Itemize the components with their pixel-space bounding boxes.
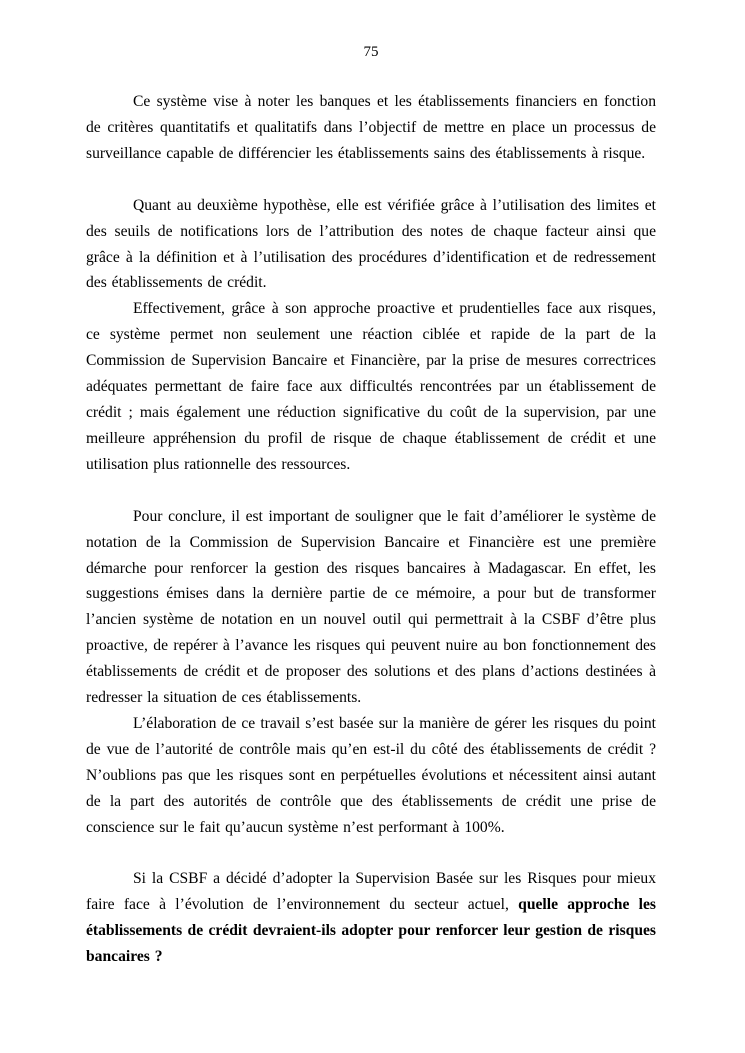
paragraph-3: [86, 296, 656, 477]
paragraph-5-text: L’élaboration de ce travail s’est basée sur la manière de gérer les risques du point de vue de l’autorité de contrôle mais qu’en est-il du côté des établissements de crédit ? N’oublions pas que les risques sont en perpétuelles évolutions et nécessitent ainsi autant de la part des autorités de contrôle que des établissements de crédit une prise de conscience sur le fait qu’aucun système n’est performant à 100%.: [86, 714, 656, 836]
page-number: 75: [363, 44, 379, 60]
paragraph-6: [86, 866, 656, 970]
paragraph-1-text: Ce système vise à noter les banques et les établissements financiers en fonction de critères quantitatifs et qualitatifs dans l’objectif de mettre en place un processus de surveillance capable de différencier les établissements sains des établissements à risque.: [86, 93, 656, 162]
paragraph-4-text: Pour conclure, il est important de souligner que le fait d’améliorer le système de notation de la Commission de Supervision Bancaire et Financière est une première démarche pour renforcer la gestion des risques bancaires à Madagascar. En effet, les suggestions émises dans la dernière partie de ce mémoire, a pour but de transformer l’ancien système de notation en un nouvel outil qui permettrait à la CSBF d’être plus proactive, de repérer à l’avance les risques qui peuvent nuire au bon fonctionnement des établissements de crédit et de proposer des solutions et des plans d’actions destinées à redresser la situation de ces établissements.: [86, 507, 656, 707]
paragraph-6-text: Si la CSBF a décidé d’adopter la Supervision Basée sur les Risques pour mieux faire face à l’évolution de l’environnement du secteur actuel,: [86, 870, 656, 914]
paragraph-2: [86, 193, 656, 297]
paragraph-6-bold-text: quelle approche les établissements de crédit devraient-ils adopter pour renforcer leur gestion de risques bancaires ?: [86, 896, 656, 966]
paragraph-3-text: Effectivement, grâce à son approche proactive et prudentielles face aux risques, ce système permet non seulement une réaction ciblée et rapide de la part de la Commission de Supervision Bancaire et Financière, par la prise de mesures correctrices adéquates permettant de faire face aux difficultés rencontrées par un établissement de crédit ; mais également une réduction significative du coût de la supervision, par une meilleure appréhension du profil de risque de chaque établissement de crédit et une utilisation plus rationnelle des ressources.: [86, 300, 656, 473]
paragraph-2-text: Quant au deuxième hypothèse, elle est vérifiée grâce à l’utilisation des limites et des seuils de notifications lors de l’attribution des notes de chaque facteur ainsi que grâce à la définition et à l’utilisation des procédures d’identification et de redressement des établissements de crédit.: [86, 196, 656, 292]
paragraph-1: [86, 89, 656, 167]
paragraph-4: [86, 504, 656, 711]
paragraph-5: [86, 711, 656, 841]
